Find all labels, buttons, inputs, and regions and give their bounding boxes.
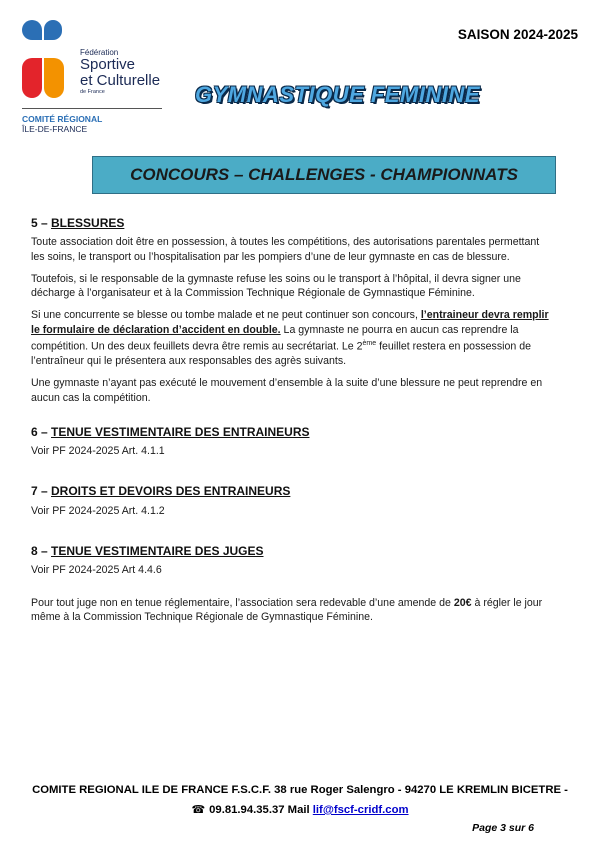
section-5-para-3c: La gymnaste ne pourra en aucun cas reprendre la compétition. Un des deux feuillets devra être remis au secrétariat. Le 2: [31, 323, 519, 353]
section-7-title: [31, 484, 551, 498]
section-8-para-1: Voir PF 2024-2025 Art 4.4.6: [31, 564, 162, 577]
logo-line4: de France: [80, 89, 105, 95]
section-6-heading: TENUE VESTIMENTAIRE DES ENTRAINEURS: [51, 424, 310, 439]
footer-phone: 09.81.94.35.37 Mail: [209, 804, 313, 816]
competition-banner-text: CONCOURS – CHALLENGES - CHAMPIONNATS: [130, 165, 518, 184]
logo-divider: [22, 108, 162, 109]
section-5-para-2: Toutefois, si le responsable de la gymnaste refuse les soins ou le transport à l’hôpital, il devra signer une décharge à l’organisateur et à la Commission Technique Régionale de Gymnastique Féminine.: [31, 272, 521, 300]
section-5-title: [31, 216, 551, 230]
footer-email-link[interactable]: lif@fscf-cridf.com: [312, 804, 409, 816]
logo-block-orange: [44, 58, 64, 98]
competition-banner: [92, 156, 556, 194]
section-5-para-3-emphasis: l’entraineur devra remplir le formulaire de déclaration d’accident en double.: [31, 309, 549, 336]
page-number: Page 3 sur 6: [472, 822, 534, 834]
fine-amount: 20€: [453, 596, 472, 609]
logo-line3: et Culturelle: [80, 72, 161, 89]
section-7-para-1: Voir PF 2024-2025 Art. 4.1.2: [31, 504, 165, 517]
section-5-para-3d: feuillet restera en possession de l’entraîneur qui le présentera aux responsables des agrès suivants.: [31, 340, 532, 367]
season-label: SAISON 2024-2025: [457, 27, 578, 42]
section-7-heading: DROITS ET DEVOIRS DES ENTRAINEURS: [51, 484, 291, 499]
section-5-para-4: Une gymnaste n’ayant pas exécuté le mouvement d’ensemble à la suite d’une blessure ne peut reprendre en aucun cas la compétition.: [31, 377, 543, 404]
section-5-para-3-sup: ème: [362, 340, 377, 348]
section-8-title: [31, 544, 551, 558]
section-8-para-2: [31, 596, 551, 625]
discipline-title: GYMNASTIQUE FEMININE: [195, 82, 481, 107]
section-6-para-1: Voir PF 2024-2025 Art. 4.1.1: [31, 445, 165, 458]
section-5-para-3: [31, 308, 551, 368]
logo-region2: ÎLE-DE-FRANCE: [22, 124, 88, 134]
section-5-heading: BLESSURES: [51, 216, 125, 230]
logo-block-red: [22, 58, 42, 98]
logo-line2: Sportive: [80, 56, 136, 73]
section-8-heading: TENUE VESTIMENTAIRE DES JUGES: [51, 543, 264, 558]
section-8-para-2a: Pour tout juge non en tenue réglementaire, l’association sera redevable d’une amende de: [31, 596, 454, 609]
logo-block-blue-tr: [44, 20, 62, 40]
footer-address: COMITE REGIONAL ILE DE FRANCE F.S.C.F. 38 rue Roger Salengro - 94270 LE KREMLIN BICETRE -: [32, 784, 568, 796]
section-5-number: 5 –: [31, 216, 52, 230]
main-content: [31, 216, 551, 632]
section-5-para-3a: Si une concurrente se blesse ou tombe malade et ne peut continuer son concours,: [31, 309, 421, 322]
section-8-number: 8 –: [31, 543, 52, 558]
section-7-number: 7 –: [31, 484, 52, 499]
phone-icon: ☎: [191, 804, 206, 816]
section-5-para-1: Toute association doit être en possession, à toutes les compétitions, des autorisations parentales permettant les soins, le transport ou l’hospitalisation par les pompiers d’une de leur gymnaste en cas de blessure.: [31, 236, 540, 263]
logo-region1: COMITÉ RÉGIONAL: [22, 114, 103, 124]
section-6-number: 6 –: [31, 424, 52, 439]
section-8-para-2c: à régler le jour même à la Commission Technique Régionale de Gymnastique Féminine.: [31, 596, 543, 623]
section-6-title: [31, 425, 551, 439]
logo-line1: Fédération: [80, 48, 119, 57]
footer-contact: [0, 803, 600, 816]
logo-block-blue-tl: [22, 20, 42, 40]
